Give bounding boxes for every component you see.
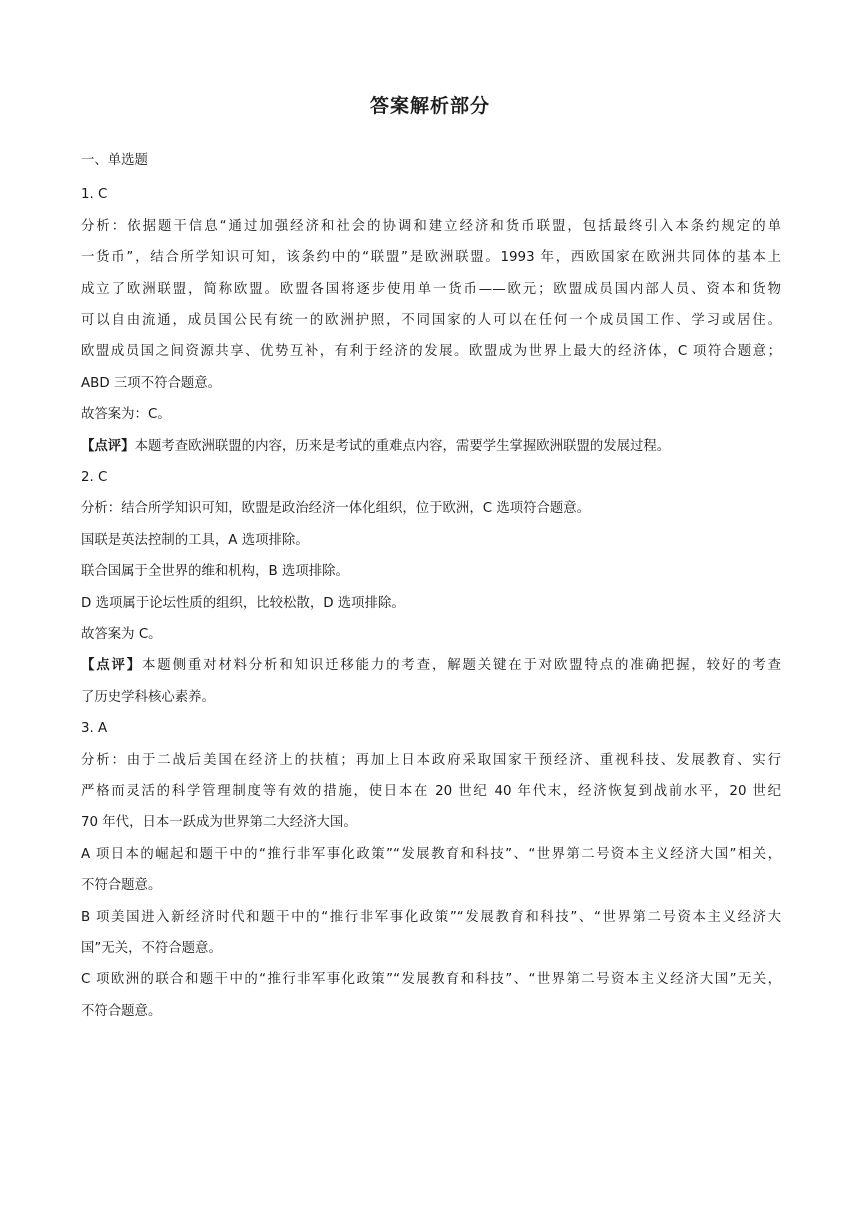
text-line: B 项美国进入新经济时代和题干中的“推行非军事化政策”“发展教育和科技”、“世界第二号资本主义经济大 [81,909,781,925]
text-line: 分析：由于二战后美国在经济上的扶植；再加上日本政府采取国家干预经济、重视科技、发展教育、实行 [81,752,781,768]
text-line: 严格而灵活的科学管理制度等有效的措施，使日本在 20 世纪 40 年代末，经济恢复到战前水平，20 世纪 [81,784,781,800]
document-title: 答案解析部分 [369,95,490,117]
text-line: 故答案为：C。 [81,407,171,423]
text-line: 【点评】本题考查欧洲联盟的内容，历来是考试的重难点内容，需要学生掌握欧洲联盟的发展过程。 [81,438,671,454]
text-line: 70 年代，日本一跃成为世界第二大经济大国。 [81,815,357,831]
text-line: 分析：结合所学知识可知，欧盟是政治经济一体化组织，位于欧洲，C 选项符合题意。 [81,501,591,517]
text-line: ABD 三项不符合题意。 [81,375,222,391]
text-line: 【点评】本题侧重对材料分析和知识迁移能力的考查，解题关键在于对欧盟特点的准确把握，较好的考查 [81,658,781,674]
text-line: 国”无关，不符合题意。 [81,941,222,956]
text-line: 故答案为 C。 [81,627,162,643]
text-line: 不符合题意。 [81,878,162,894]
text-line: 不符合题意。 [81,1003,162,1019]
text-line: 联合国属于全世界的维和机构，B 选项排除。 [81,564,349,580]
section-heading: 一、单选题 [81,153,148,168]
text-line: A 项日本的崛起和题干中的“推行非军事化政策”“发展教育和科技”、“世界第二号资本主义经济大国”相关， [81,846,781,862]
text-line: 分析：依据题干信息“通过加强经济和社会的协调和建立经济和货币联盟，包括最终引入本条约规定的单 [81,218,781,234]
comment-marker: 【点评】 [81,658,143,674]
text-line: 3. A [81,721,108,737]
text-line: 成立了欧洲联盟，简称欧盟。欧盟各国将逐步使用单一货币——欧元；欧盟成员国内部人员、资本和货物 [81,281,781,297]
comment-marker: 【点评】 [81,438,135,454]
text-line: 可以自由流通，成员国公民有统一的欧洲护照，不同国家的人可以在任何一个成员国工作、学习或居住。 [81,312,781,328]
text-line: 1. C [81,187,108,203]
text-line: 了历史学科核心素养。 [81,689,215,705]
text-line: 2. C [81,469,108,485]
document-body [81,145,781,1027]
text-line: D 选项属于论坛性质的组织，比较松散，D 选项排除。 [81,595,405,611]
text-line: C 项欧洲的联合和题干中的“推行非军事化政策”“发展教育和科技”、“世界第二号资本主义经济大国”无关， [81,972,781,988]
text-line: 国联是英法控制的工具，A 选项排除。 [81,532,309,548]
text-line: 一货币”，结合所学知识可知，该条约中的“联盟”是欧洲联盟。1993 年，西欧国家在欧洲共同体的基本上 [81,250,781,266]
text-line: 欧盟成员国之间资源共享、优势互补，有利于经济的发展。欧盟成为世界上最大的经济体，C 项符合题意； [81,344,781,360]
